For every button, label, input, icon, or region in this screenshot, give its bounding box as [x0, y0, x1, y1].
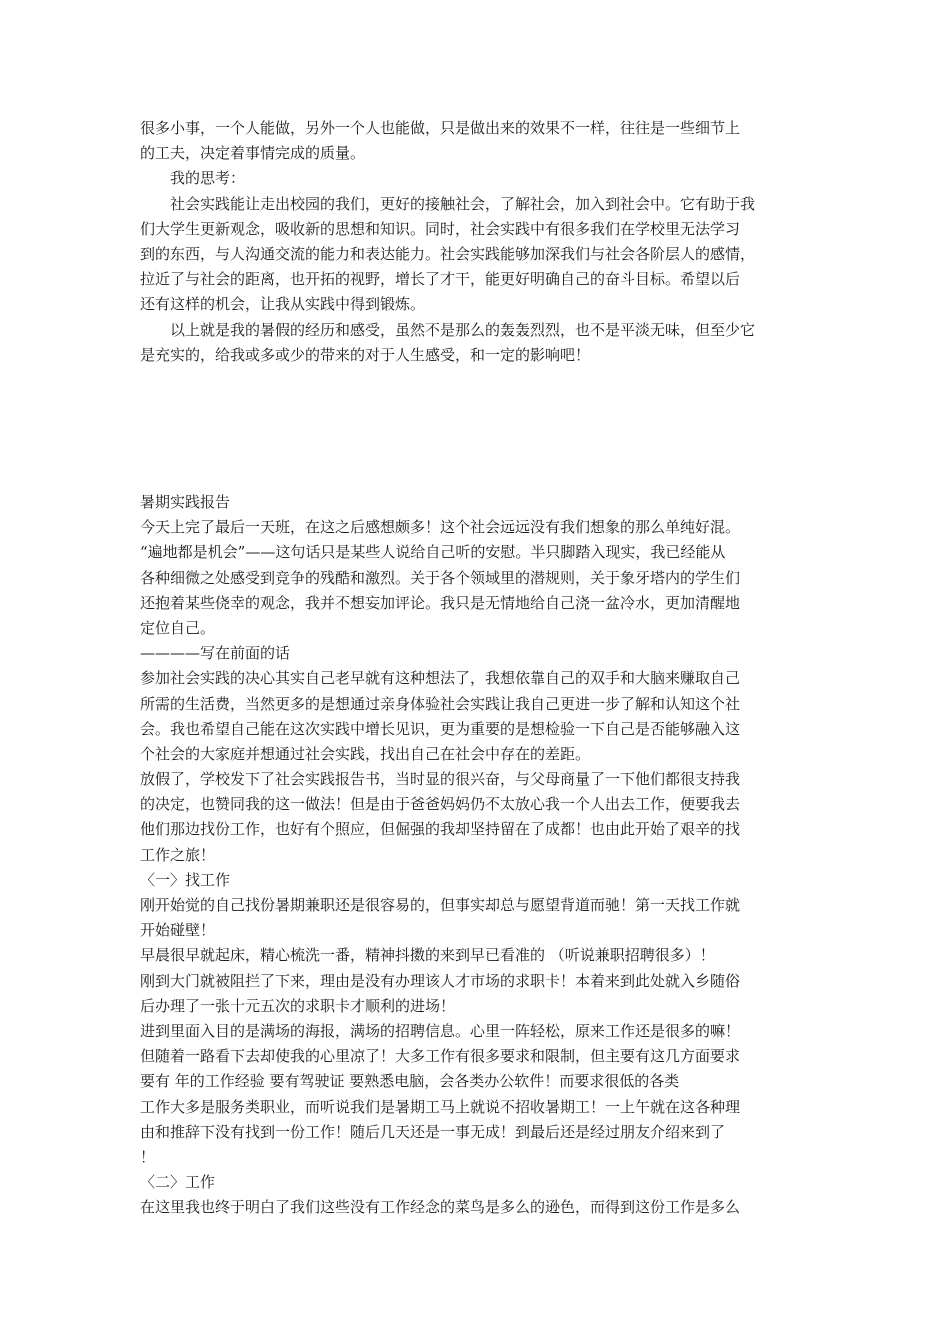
paragraph-line: 今天上完了最后一天班，在这之后感想颇多！这个社会远远没有我们想象的那么单纯好混。 — [140, 518, 741, 537]
paragraph-line: 还有这样的机会，让我从实践中得到锻炼。 — [140, 295, 426, 314]
paragraph-line: 刚到大门就被阻拦了下来，理由是没有办理该人才市场的求职卡！本着来到此处就入乡随俗 — [140, 971, 741, 990]
paragraph-line: 后办理了一张十元五次的求职卡才顺利的进场！ — [140, 996, 456, 1015]
paragraph-line: 放假了，学校发下了社会实践报告书，当时显的很兴奋，与父母商量了一下他们都很支持我 — [140, 770, 741, 789]
paragraph-line: ！ — [140, 1147, 156, 1166]
paragraph-line: 会。我也希望自己能在这次实践中增长见识，更为重要的是想检验一下自己是否能够融入这 — [140, 719, 741, 738]
paragraph-line: 〈一〉找工作 — [140, 870, 231, 889]
paragraph-line: 所需的生活费，当然更多的是想通过亲身体验社会实践让我自己更进一步了解和认知这个社 — [140, 694, 741, 713]
paragraph-line: 开始碰壁！ — [140, 921, 216, 940]
paragraph-line: 进到里面入目的是满场的海报，满场的招聘信息。心里一阵轻松，原来工作还是很多的嘛！ — [140, 1021, 741, 1040]
paragraph-line: 在这里我也终于明白了我们这些没有工作经念的菜鸟是多么的逊色，而得到这份工作是多么 — [140, 1198, 741, 1217]
paragraph-line: “遍地都是机会”——这句话只是某些人说给自己听的安慰。半只脚踏入现实，我已经能从 — [140, 543, 726, 562]
paragraph-line: 要有 年的工作经验 要有驾驶证 要熟悉电脑，会各类办公软件！而要求很低的各类 — [140, 1072, 680, 1091]
paragraph-line: 的决定，也赞同我的这一做法！但是由于爸爸妈妈仍不太放心我一个人出去工作，便要我去 — [140, 795, 741, 814]
paragraph-line: 〈二〉工作 — [140, 1173, 216, 1192]
text-block-reflection — [140, 116, 812, 368]
paragraph-line: 参加社会实践的决心其实自己老早就有这种想法了，我想依靠自己的双手和大脑来赚取自己 — [140, 669, 741, 688]
paragraph-line: 定位自己。 — [140, 618, 216, 637]
paragraph-line: 我的思考： — [170, 169, 246, 188]
paragraph-line: 但随着一路看下去却使我的心里凉了！大多工作有很多要求和限制，但主要有这几方面要求 — [140, 1047, 741, 1066]
paragraph-line: 他们那边找份工作，也好有个照应，但倔强的我却坚持留在了成都！也由此开始了艰辛的找 — [140, 820, 741, 839]
paragraph-line: 拉近了与社会的距离，也开拓的视野，增长了才干，能更好明确自己的奋斗目标。希望以后 — [140, 270, 741, 289]
paragraph-line: 各种细微之处感受到竞争的残酷和激烈。关于各个领域里的潜规则，关于象牙塔内的学生们 — [140, 568, 741, 587]
paragraph-line: 早晨很早就起床，精心梳洗一番，精神抖擞的来到早已看准的 （听说兼职招聘很多）！ — [140, 946, 715, 965]
paragraph-line: 很多小事，一个人能做，另外一个人也能做，只是做出来的效果不一样，往往是一些细节上 — [140, 119, 741, 137]
paragraph-line: 以上就是我的暑假的经历和感受，虽然不是那么的轰轰烈烈，也不是平淡无味，但至少它 — [170, 320, 756, 339]
paragraph-line: 是充实的，给我或多或少的带来的对于人生感受，和一定的影响吧！ — [140, 345, 591, 364]
paragraph-line: 还抱着某些侥幸的观念，我并不想妄加评论。我只是无情地给自己浇一盆冷水，更加清醒地 — [140, 593, 741, 612]
paragraph-line: 们大学生更新观念，吸收新的思想和知识。同时，社会实践中有很多我们在学校里无法学习 — [140, 219, 741, 238]
paragraph-line: 的工夫，决定着事情完成的质量。 — [140, 144, 366, 163]
paragraph-line: ————写在前面的话 — [140, 644, 291, 663]
paragraph-line: 工作大多是服务类职业，而听说我们是暑期工马上就说不招收暑期工！一上午就在这各种理 — [140, 1097, 741, 1116]
paragraph-line: 由和推辞下没有找到一份工作！随后几天还是一事无成！到最后还是经过朋友介绍来到了 — [140, 1122, 726, 1141]
paragraph-line: 刚开始觉的自己找份暑期兼职还是很容易的，但事实却总与愿望背道而驰！第一天找工作就 — [140, 896, 741, 914]
text-block-practice-report — [140, 490, 812, 1220]
paragraph-line: 到的东西，与人沟通交流的能力和表达能力。社会实践能够加深我们与社会各阶层人的感情， — [140, 244, 756, 263]
paragraph-line: 暑期实践报告 — [140, 493, 231, 511]
paragraph-line: 社会实践能让走出校园的我们，更好的接触社会，了解社会，加入到社会中。它有助于我 — [170, 194, 756, 213]
paragraph-line: 工作之旅！ — [140, 845, 216, 864]
paragraph-line: 个社会的大家庭并想通过社会实践，找出自己在社会中存在的差距。 — [140, 744, 591, 763]
